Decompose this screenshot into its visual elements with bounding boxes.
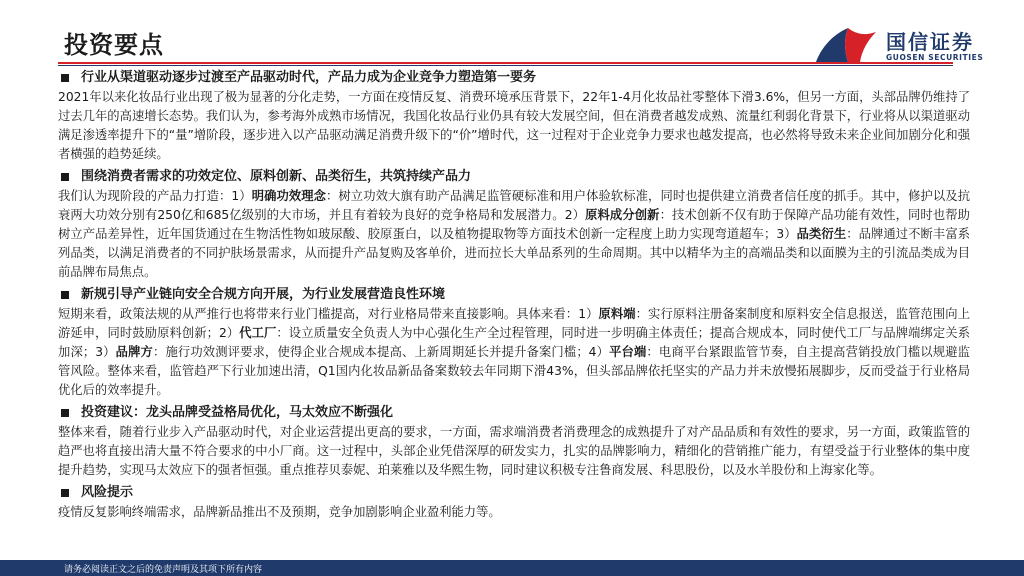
keyword: 品类衍生 [796, 227, 847, 241]
keyword: 明确功效理念 [251, 189, 327, 203]
section-heading [58, 483, 970, 502]
brand-name-cn: 国信证券 [886, 30, 974, 54]
square-bullet-icon [61, 409, 69, 417]
square-bullet-icon [61, 489, 69, 497]
section-heading-text: 新规引导产业链向安全合规方向开展，为行业发展营造良性环境 [81, 287, 446, 302]
keyword: 原料端 [598, 307, 636, 321]
footer-bar [0, 560, 1024, 576]
square-bullet-icon [61, 173, 69, 181]
square-bullet-icon [61, 74, 69, 82]
section-paragraph: 整体来看，随着行业步入产品驱动时代，对企业运营提出更高的要求，一方面，需求端消费者消费理念的成熟提升了对产品品质和有效性的要求，另一方面，政策监管的趋严也将直接出清大量不符合要求的中小厂商。这一过程中，头部企业凭借深厚的研发实力，扎实的品牌影响力，精细化的营销推广能力，有望受益于行业整体的集中度提升趋势，实现马太效应下的强者恒强。重点推荐贝泰妮、珀莱雅以及华熙生物，同时建议积极专注鲁商发展、科思股份，以及水羊股份和上海家化等。 [58, 425, 970, 477]
section-paragraph: 短期来看，政策法规的从严推行也将带来行业门槛提高，对行业格局带来直接影响。具体来看：1）原料端：实行原料注册备案制度和原料安全信息报送，监管范围向上游延申，同时鼓励原料创新；2）代工厂：设立质量安全负责人为中心强化生产全过程管理，同时进一步明确主体责任；提高合规成本，同时使代工厂与品牌端绑定关系加深；3）品牌方：施行功效测评要求，使得企业合规成本提高、上新周期延长并提升备案门槛；4）平台端：电商平台紧跟监管节奏，自主提高营销投放门槛以规避监管风险。整体来看，监管趋严下行业加速出清，Q1国内化妆品新品备案数较去年同期下滑43%，但头部品牌依托坚实的产品力并未放慢拓展脚步，反而受益于行业格局优化后的效率提升。 [58, 307, 970, 397]
keyword: 平台端 [609, 345, 647, 359]
section-heading-text: 围绕消费者需求的功效定位、原料创新、品类衍生，共筑持续产品力 [81, 169, 472, 184]
guosen-logo-icon [814, 24, 880, 64]
section-heading [58, 167, 970, 186]
keyword: 代工厂 [239, 326, 277, 340]
section-paragraph: 我们认为现阶段的产品力打造：1）明确功效理念：树立功效大旗有助产品满足监管硬标准和用户体验软标准，同时也提供建立消费者信任度的抓手。其中，修护以及抗衰两大功效分别有250亿和685亿级别的大市场，并且有着较为良好的竞争格局和发展潜力。2）原料成分创新：技术创新不仅有助于保障产品功能有效性，同时也帮助树立产品差异性，近年国货通过在生物活性物如玻尿酸、胶原蛋白，以及植物提取物等方面技术创新一定程度上助力实现弯道超车；3）品类衍生：品牌通过不断丰富系列品类，以满足消费者的不同护肤场景需求，从而提升产品复购及客单价，进而拉长大单品系列的生命周期。其中以精华为主的高端品类和以面膜为主的引流品类成为目前品牌布局焦点。 [58, 189, 970, 279]
section-heading-text: 投资建议：龙头品牌受益格局优化，马太效应不断强化 [81, 405, 394, 420]
header-divider-red [58, 62, 953, 64]
section-heading-text: 风险提示 [81, 485, 134, 500]
guosen-logo [814, 24, 1014, 64]
investment-points [58, 66, 970, 525]
section-heading [58, 68, 970, 87]
section-heading [58, 403, 970, 422]
keyword: 品牌方 [115, 345, 153, 359]
brand-name-en: GUOSEN SECURITIES [886, 53, 984, 62]
section-paragraph: 疫情反复影响终端需求，品牌新品推出不及预期，竞争加剧影响企业盈利能力等。 [58, 505, 501, 519]
keyword: 原料成分创新 [585, 208, 660, 222]
square-bullet-icon [61, 291, 69, 299]
page-title: 投资要点 [64, 31, 164, 59]
section-heading [58, 285, 970, 304]
section-paragraph: 2021年以来化妆品行业出现了极为显著的分化走势，一方面在疫情反复、消费环境承压背景下，22年1-4月化妆品社零整体下滑3.6%，但另一方面，头部品牌仍维持了过去几年的高速增长态势。我们认为，参考海外成熟市场情况，我国化妆品行业仍具有较大发展空间，但在消费者越发成熟、流量红利弱化背景下，行业将从以渠道驱动满足渗透率提升下的“量”增阶段，逐步进入以产品驱动满足消费升级下的“价”增时代，这一过程对于企业竞争力要求也越发提高，也必然将导致未来企业间加剧分化和强者横强的趋势延续。 [58, 90, 970, 161]
footer-disclaimer: 请务必阅读正文之后的免责声明及其项下所有内容 [64, 565, 263, 575]
section-heading-text: 行业从渠道驱动逐步过渡至产品驱动时代，产品力成为企业竞争力塑造第一要务 [81, 70, 537, 85]
